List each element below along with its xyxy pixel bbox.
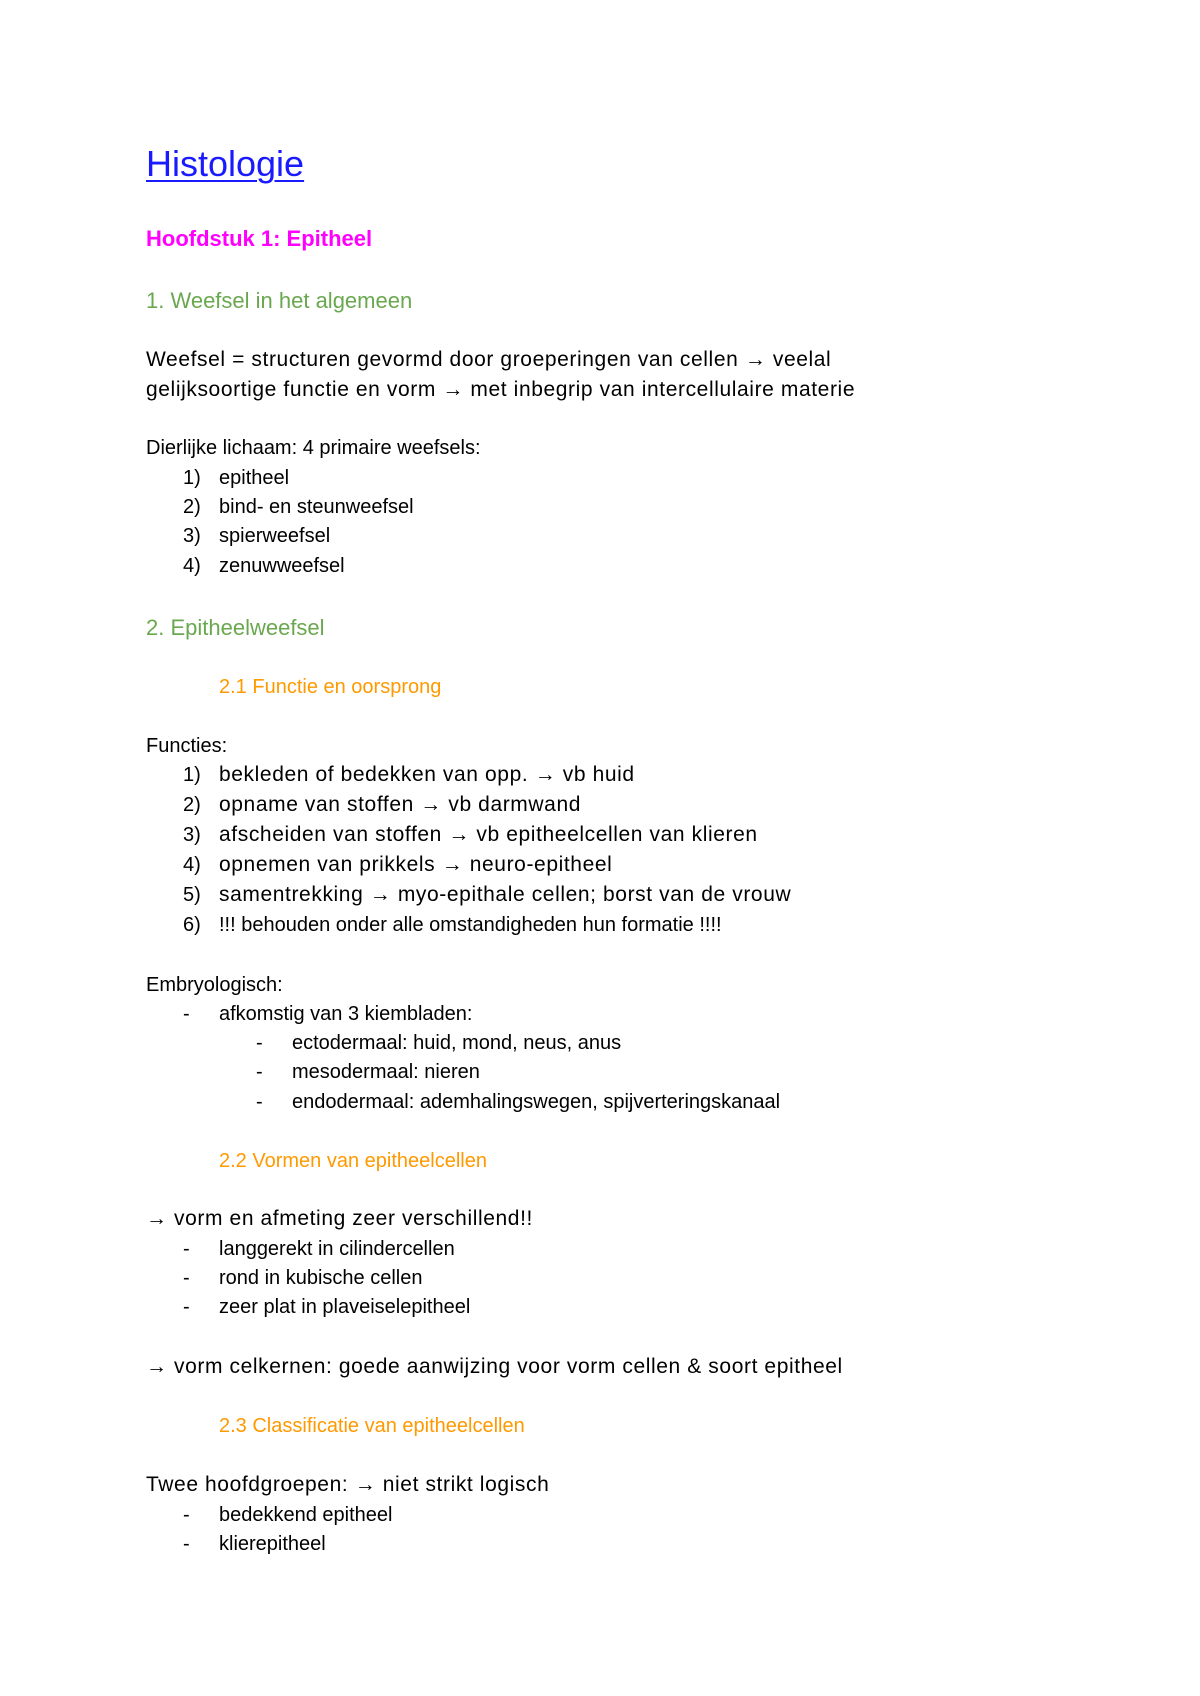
functions-intro: Functies: [146,735,228,757]
section-2-3-heading: 2.3 Classificatie van epitheelcellen [219,1415,525,1437]
list-number: 1) [183,467,201,489]
bullet-dash: - [183,1267,190,1289]
list-item: opnemen van prikkels → neuro-epitheel [219,853,613,876]
bullet-dash: - [183,1238,190,1260]
nucleus-note: → vorm celkernen: goede aanwijzing voor vorm cellen & soort epitheel [146,1355,843,1378]
bullet-dash: - [256,1061,263,1083]
list-number: 1) [183,764,201,786]
list-item: !!! behouden onder alle omstandigheden hun formatie !!!! [219,914,722,936]
list-item: rond in kubische cellen [219,1267,423,1289]
list-item: zeer plat in plaveiselepitheel [219,1296,471,1318]
page-title: Histologie [146,143,305,184]
list-number: 4) [183,555,201,577]
chapter-heading: Hoofdstuk 1: Epitheel [146,226,373,251]
list-item: klierepitheel [219,1533,326,1555]
shape-note: → vorm en afmeting zeer verschillend!! [146,1207,533,1230]
list-number: 5) [183,884,201,906]
list-item: bedekkend epitheel [219,1504,393,1526]
bullet-dash: - [183,1003,190,1025]
tissues-intro: Dierlijke lichaam: 4 primaire weefsels: [146,437,481,459]
bullet-dash: - [183,1533,190,1555]
list-item: samentrekking → myo-epithale cellen; borst van de vrouw [219,883,792,906]
bullet-dash: - [256,1032,263,1054]
list-item: bind- en steunweefsel [219,496,414,518]
list-number: 6) [183,914,201,936]
bullet-dash: - [183,1504,190,1526]
sub-list-item: ectodermaal: huid, mond, neus, anus [292,1032,622,1054]
list-number: 3) [183,525,201,547]
list-item: afscheiden van stoffen → vb epitheelcellen van klieren [219,823,758,846]
list-number: 2) [183,496,201,518]
list-item: bekleden of bedekken van opp. → vb huid [219,763,635,786]
list-number: 2) [183,794,201,816]
definition-line-1: Weefsel = structuren gevormd door groeperingen van cellen → veelal [146,348,832,371]
list-number: 4) [183,854,201,876]
bullet-dash: - [256,1091,263,1113]
main-groups-line: Twee hoofdgroepen: → niet strikt logisch [146,1473,550,1496]
list-item: zenuwweefsel [219,555,345,577]
list-item: langgerekt in cilindercellen [219,1238,455,1260]
section-2-2-heading: 2.2 Vormen van epitheelcellen [219,1150,487,1172]
list-item: opname van stoffen → vb darmwand [219,793,582,816]
embryology-intro: Embryologisch: [146,974,283,996]
section-2-heading: 2. Epitheelweefsel [146,615,325,640]
list-number: 3) [183,824,201,846]
sub-list-item: endodermaal: ademhalingswegen, spijverteringskanaal [292,1091,781,1113]
list-item: spierweefsel [219,525,331,547]
bullet-dash: - [183,1296,190,1318]
section-1-heading: 1. Weefsel in het algemeen [146,288,413,313]
list-item: epitheel [219,467,290,489]
sub-list-item: mesodermaal: nieren [292,1061,480,1083]
list-item: afkomstig van 3 kiembladen: [219,1003,473,1025]
section-2-1-heading: 2.1 Functie en oorsprong [219,676,442,698]
definition-line-2: gelijksoortige functie en vorm → met inbegrip van intercellulaire materie [146,378,856,401]
